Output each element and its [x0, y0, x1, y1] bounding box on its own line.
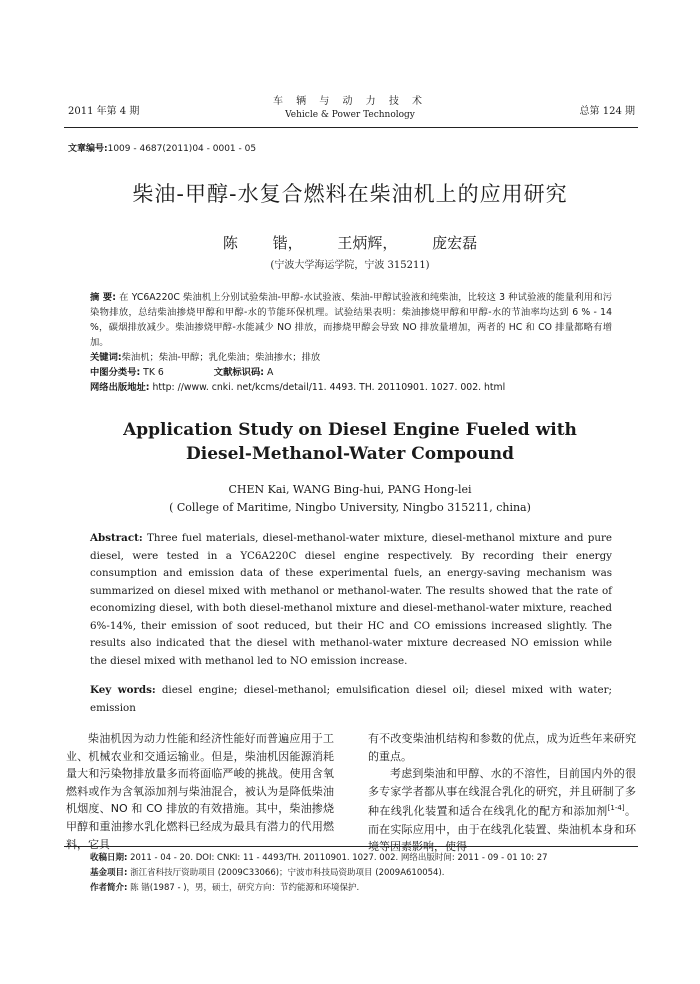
online-address-link[interactable]: http: //www. cnki. net/kcms/detail/11. 4493. TH. 20110901. 1027. 002. html	[152, 382, 506, 393]
body-column-right	[368, 730, 636, 856]
authors-en: CHEN Kai, WANG Bing-hui, PANG Hong-lei	[228, 483, 472, 496]
affiliation-en: ( College of Maritime, Ningbo University, Ningbo 315211, china)	[169, 501, 531, 514]
abstract-en-text: Three fuel materials, diesel-methanol-water mixture, diesel-methanol mixture and pure diesel, were tested in a YC6A220C diesel engine respectively. By recording their energy consumption and emission data of these experimental fuels, an energy-saving mechanism was summarized on diesel mixed with methanol or methanol-water. The results showed that the rate of economizing diesel, with both diesel-methanol mixture and diesel-methanol-water mixture, reached 6%-14%, their emission of soot reduced, but their HC and CO emissions increased slightly. The results also indicated that the diesel with methanol-water mixture decreased NO emission while the diesel mixed with methanol led to NO emission increase.	[90, 532, 612, 667]
footnote-author-text: 陈 锴(1987 - )，男，硕士，研究方向：节约能源和环境保护.	[130, 883, 360, 893]
title-en-line2: Diesel-Methanol-Water Compound	[186, 444, 514, 464]
keywords-en	[90, 682, 612, 717]
header-journal-zh: 车 辆 与 动 力 技 术	[272, 96, 428, 107]
body-text: 考虑到柴油和甲醇、水的不溶性，目前国内外的很多专家学者都从事在线混合乳化的研究，并且研制了多种在线乳化装置和适合在线乳化的配方和添加剂	[368, 767, 636, 819]
article-number-value: 1009 - 4687(2011)04 - 0001 - 05	[107, 144, 257, 154]
title-en	[60, 418, 640, 466]
header-rule	[64, 127, 638, 128]
footnote-fund	[90, 866, 630, 881]
abstract-zh	[90, 290, 612, 350]
header-total-issue: 总第 124 期	[579, 106, 635, 117]
online-address	[90, 380, 612, 395]
title-zh: 柴油-甲醇-水复合燃料在柴油机上的应用研究	[132, 182, 568, 206]
footnote-rule	[64, 846, 638, 847]
abstract-en	[90, 530, 612, 670]
footnote-received-label: 收稿日期:	[90, 853, 128, 863]
keywords-zh-text: 柴油机；柴油-甲醇；乳化柴油；柴油掺水；排放	[121, 352, 321, 363]
abstract-en-label: Abstract:	[90, 532, 143, 544]
body-text: 。而在实际应用中，由于在线乳化装置、柴油机本身和环境等因素影响，使得	[368, 805, 637, 854]
keywords-en-label: Key words:	[90, 684, 156, 696]
doc-code-value: A	[266, 367, 274, 378]
footnote-fund-text: 浙江省科技厅资助项目 (2009C33066)；宁波市科技局资助项目 (2009A610054).	[130, 868, 445, 878]
citation-ref[interactable]: [1-4]	[607, 804, 625, 813]
body-paragraph: 柴油机因为动力性能和经济性能好而普遍应用于工业、机械农业和交通运输业。但是，柴油机因能源消耗量大和污染物排放量多而将面临严峻的挑战。使用含氧燃料或作为含氧添加剂与柴油混合，被认为是降低柴油机烟度、NO 和 CO 排放的有效措施。其中，柴油掺烧甲醇和重油掺水乳化燃料已经成为最具有潜力的代用燃料，它具	[66, 732, 334, 851]
footnote-fund-label: 基金项目:	[90, 868, 128, 878]
keywords-zh	[90, 350, 612, 365]
article-number	[68, 141, 256, 154]
footnote-author-label: 作者简介:	[90, 883, 128, 893]
abstract-zh-text: 在 YC6A220C 柴油机上分别试验柴油-甲醇-水试验液、柴油-甲醇试验液和纯柴油，比较这 3 种试验液的能量利用和污染物排放，总结柴油掺烧甲醇和甲醇-水的节能环保机理。试验结果表明：柴油掺烧甲醇和甲醇-水的节油率均达到 6 % - 14 %，碳烟排放减少。柴油掺烧甲醇-水能减少 NO 排放，而掺烧甲醇会导致 NO 排放量增加，两者的 HC 和 CO 排量都略有增加。	[90, 292, 612, 348]
body-paragraph	[368, 765, 636, 856]
affiliation-zh: (宁波大学海运学院，宁波 315211)	[270, 260, 430, 271]
article-number-label: 文章编号:	[68, 144, 108, 154]
title-en-line1: Application Study on Diesel Engine Fueled with	[123, 420, 577, 440]
clc-label: 中图分类号:	[90, 367, 141, 378]
doc-code-label: 文献标识码:	[213, 367, 264, 378]
header-journal-en: Vehicle & Power Technology	[285, 110, 415, 120]
header-issue: 2011 年第 4 期	[68, 106, 140, 117]
keywords-zh-label: 关键词:	[90, 352, 122, 363]
authors-zh: 陈 锴， 王炳辉， 庞宏磊	[222, 234, 478, 252]
body-column-left	[66, 730, 334, 853]
abstract-zh-label: 摘 要:	[90, 292, 117, 303]
footnote-received-text: 2011 - 04 - 20. DOI: CNKI: 11 - 4493/TH. 20110901. 1027. 002. 网络出版时间: 2011 - 09 - 01 10: 27	[130, 853, 548, 863]
keywords-en-text: diesel engine; diesel-methanol; emulsification diesel oil; diesel mixed with water; emission	[90, 684, 613, 714]
footnote-author	[90, 881, 630, 896]
online-address-label: 网络出版地址:	[90, 382, 150, 393]
classification	[90, 365, 612, 380]
body-paragraph: 有不改变柴油机结构和参数的优点，成为近些年来研究的重点。	[368, 732, 636, 763]
footnote-received	[90, 851, 630, 866]
clc-value: TK 6	[143, 367, 164, 378]
